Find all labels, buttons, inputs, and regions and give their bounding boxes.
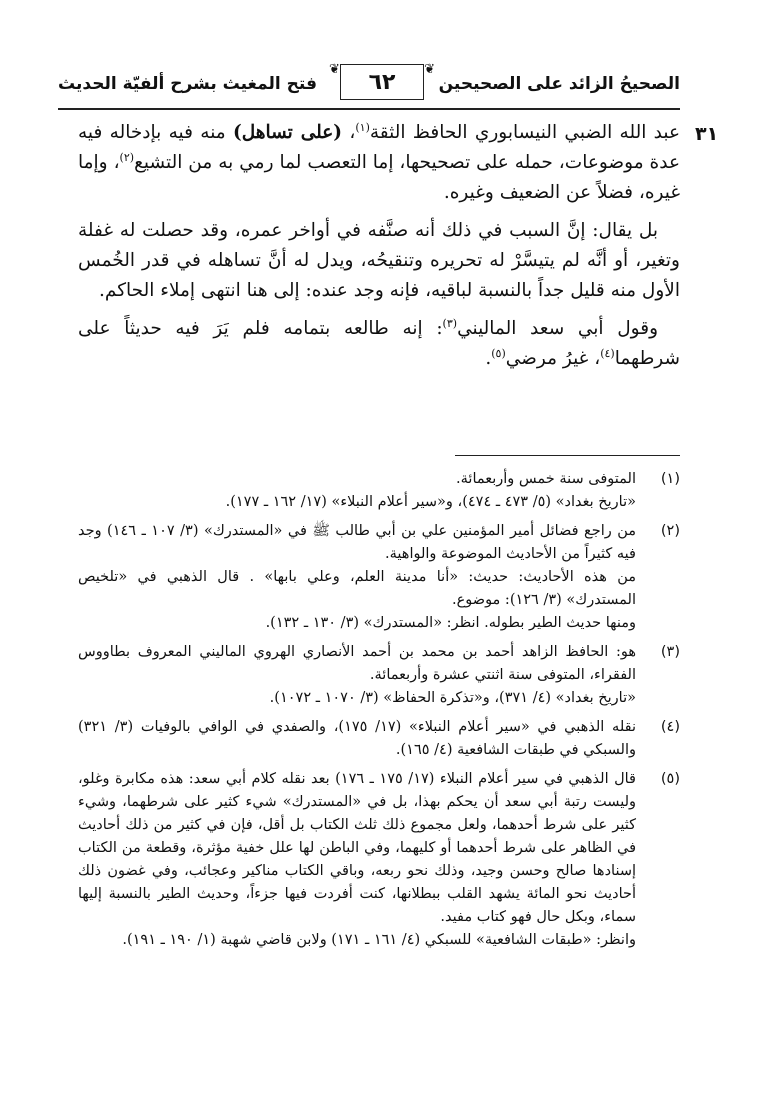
margin-verse-number: ٣١ xyxy=(695,123,719,145)
text-run: عبد الله الضبي النيسابوري الحافظ الثقة xyxy=(369,122,680,143)
footnote xyxy=(78,468,680,514)
main-text xyxy=(78,118,680,382)
bold-lemma: (على تساهل) xyxy=(233,122,343,143)
footnote-ref-3[interactable]: (٣) xyxy=(442,316,458,330)
footnote xyxy=(78,641,680,710)
text-run: ، وإما غيره، فضلاً عن الضعيف وغيره. xyxy=(78,152,680,203)
footnote-line: وانظر: «طبقات الشافعية» للسبكي (٤/ ١٦١ ـ ١٧١) ولابن قاضي شهبة (١/ ١٩٠ ـ ١٩١). xyxy=(122,932,636,948)
footnote-number: (٣) xyxy=(660,644,680,660)
paragraph-2: بل يقال: إنَّ السبب في ذلك أنه صنَّفه في أواخر عمره، وقد حصلت له غفلة وتغير، أو أنَّه لم يتيسَّرْ له تحريره وتنقيحُه، ويدل له أنَّ تساهله في قدر الخُمس الأول منه قليل جداً بالنسبة لباقيه، فإنه وجد عنده: إلى هنا انتهى إملاء الحاكم. xyxy=(78,220,680,301)
footnote-ref-4[interactable]: (٤) xyxy=(600,346,615,360)
corner-ornament-icon: ❦ xyxy=(329,62,340,77)
footnote-line: من راجع فضائل أمير المؤمنين علي بن أبي طالب ﷺ في «المستدرك» (٣/ ١٠٧ ـ ١٤٦) وجد فيه كثيراً من الأحاديث الموضوعة والواهية. xyxy=(78,523,637,562)
footnote-line: «تاريخ بغداد» (٤/ ٣٧١)، و«تذكرة الحفاظ» (٣/ ١٠٧٠ ـ ١٠٧٢). xyxy=(269,690,636,706)
header-left-title: فتح المغيث بشرح ألفيّة الحديث xyxy=(58,74,318,94)
text-run: : إنه طالعه بتمامه فلم يَرَ فيه حديثاً على شرطهما xyxy=(78,318,680,369)
footnote-line: قال الذهبي في سير أعلام النبلاء (١٧/ ١٧٥ ـ ١٧٦) بعد نقله كلام أبي سعد: هذه مكابرة وغلو، وليست رتبة أبي سعد أن يحكم بهذا، بل في «المستدرك» شيء كثير على شرطهما، وشيء كثير على شرط أحدهما، ولعل مجموع ذلك ثلث الكتاب بل أقل، فإن في كثير من ذلك أحاديث في الظاهر على شرط أحدهما أو كليهما، وفي الباطن لها علل خفية مؤثرة، وقطعة من الكتاب إسنادها صالح وحسن وجيد، وذلك نحو ربعه، وباقي الكتاب مناكير وعجائب، وفي غضون ذلك أحاديث نحو المائة يشهد القلب ببطلانها، كنت أفردت فيها جزءاً، وحديث الطير بالنسبة إليها سماء، وبكل حال فهو كتاب مفيد. xyxy=(78,771,636,925)
footnote-line: نقله الذهبي في «سير أعلام النبلاء» (١٧/ ١٧٥)، والصفدي في الوافي بالوفيات (٣/ ٣٢١) والسبكي في طبقات الشافعية (٤/ ١٦٥). xyxy=(78,719,636,758)
footnote-line: ومنها حديث الطير بطوله. انظر: «المستدرك» (٣/ ١٣٠ ـ ١٣٢). xyxy=(265,615,636,631)
header-rule xyxy=(58,108,680,110)
text-run: وقول أبي سعد الماليني xyxy=(457,318,658,339)
text-run: منه فيه بإدخاله فيه عدة موضوعات، حمله على تصحيحها، إما التعصب لما رمي به من التشيع xyxy=(78,122,680,173)
footnote-separator xyxy=(455,455,680,456)
footnote xyxy=(78,520,680,635)
footnote xyxy=(78,768,680,952)
footnote-line: المتوفى سنة خمس وأربعمائة. xyxy=(456,471,636,487)
footnote-number: (٤) xyxy=(660,719,680,735)
running-header xyxy=(58,60,680,106)
footnote-line: هو: الحافظ الزاهد أحمد بن محمد بن أحمد الأنصاري الهروي الماليني المعروف بطاووس الفقراء، المتوفى سنة اثنتي عشرة وأربعمائة. xyxy=(78,644,636,683)
footnote-number: (٢) xyxy=(660,523,680,539)
footnote-number: (١) xyxy=(660,471,680,487)
text-run: ، xyxy=(342,122,356,143)
text-run: . xyxy=(485,348,492,369)
header-right-title: الصحيحُ الزائد على الصحيحين xyxy=(438,74,680,94)
footnote-line: «تاريخ بغداد» (٥/ ٤٧٣ ـ ٤٧٤)، و«سير أعلام النبلاء» (١٧/ ١٦٢ ـ ١٧٧). xyxy=(225,494,636,510)
paragraph-1 xyxy=(78,118,680,208)
footnote-number: (٥) xyxy=(660,771,680,787)
footnotes xyxy=(78,462,680,952)
footnote xyxy=(78,716,680,762)
corner-ornament-icon: ❦ xyxy=(424,62,435,77)
page-number: ٦٢ xyxy=(368,70,396,95)
footnote-ref-1[interactable]: (١) xyxy=(355,120,370,134)
footnote-ref-5[interactable]: (٥) xyxy=(491,346,506,360)
footnote-ref-2[interactable]: (٢) xyxy=(119,150,135,164)
footnote-line: من هذه الأحاديث: حديث: «أنا مدينة العلم، وعلي بابها» . قال الذهبي في «تلخيص المستدرك» (٣/ ١٢٦): موضوع. xyxy=(78,569,636,608)
paragraph-3 xyxy=(78,314,680,374)
page-number-box xyxy=(329,62,435,100)
text-run: ، غيرُ مرضي xyxy=(505,348,601,369)
